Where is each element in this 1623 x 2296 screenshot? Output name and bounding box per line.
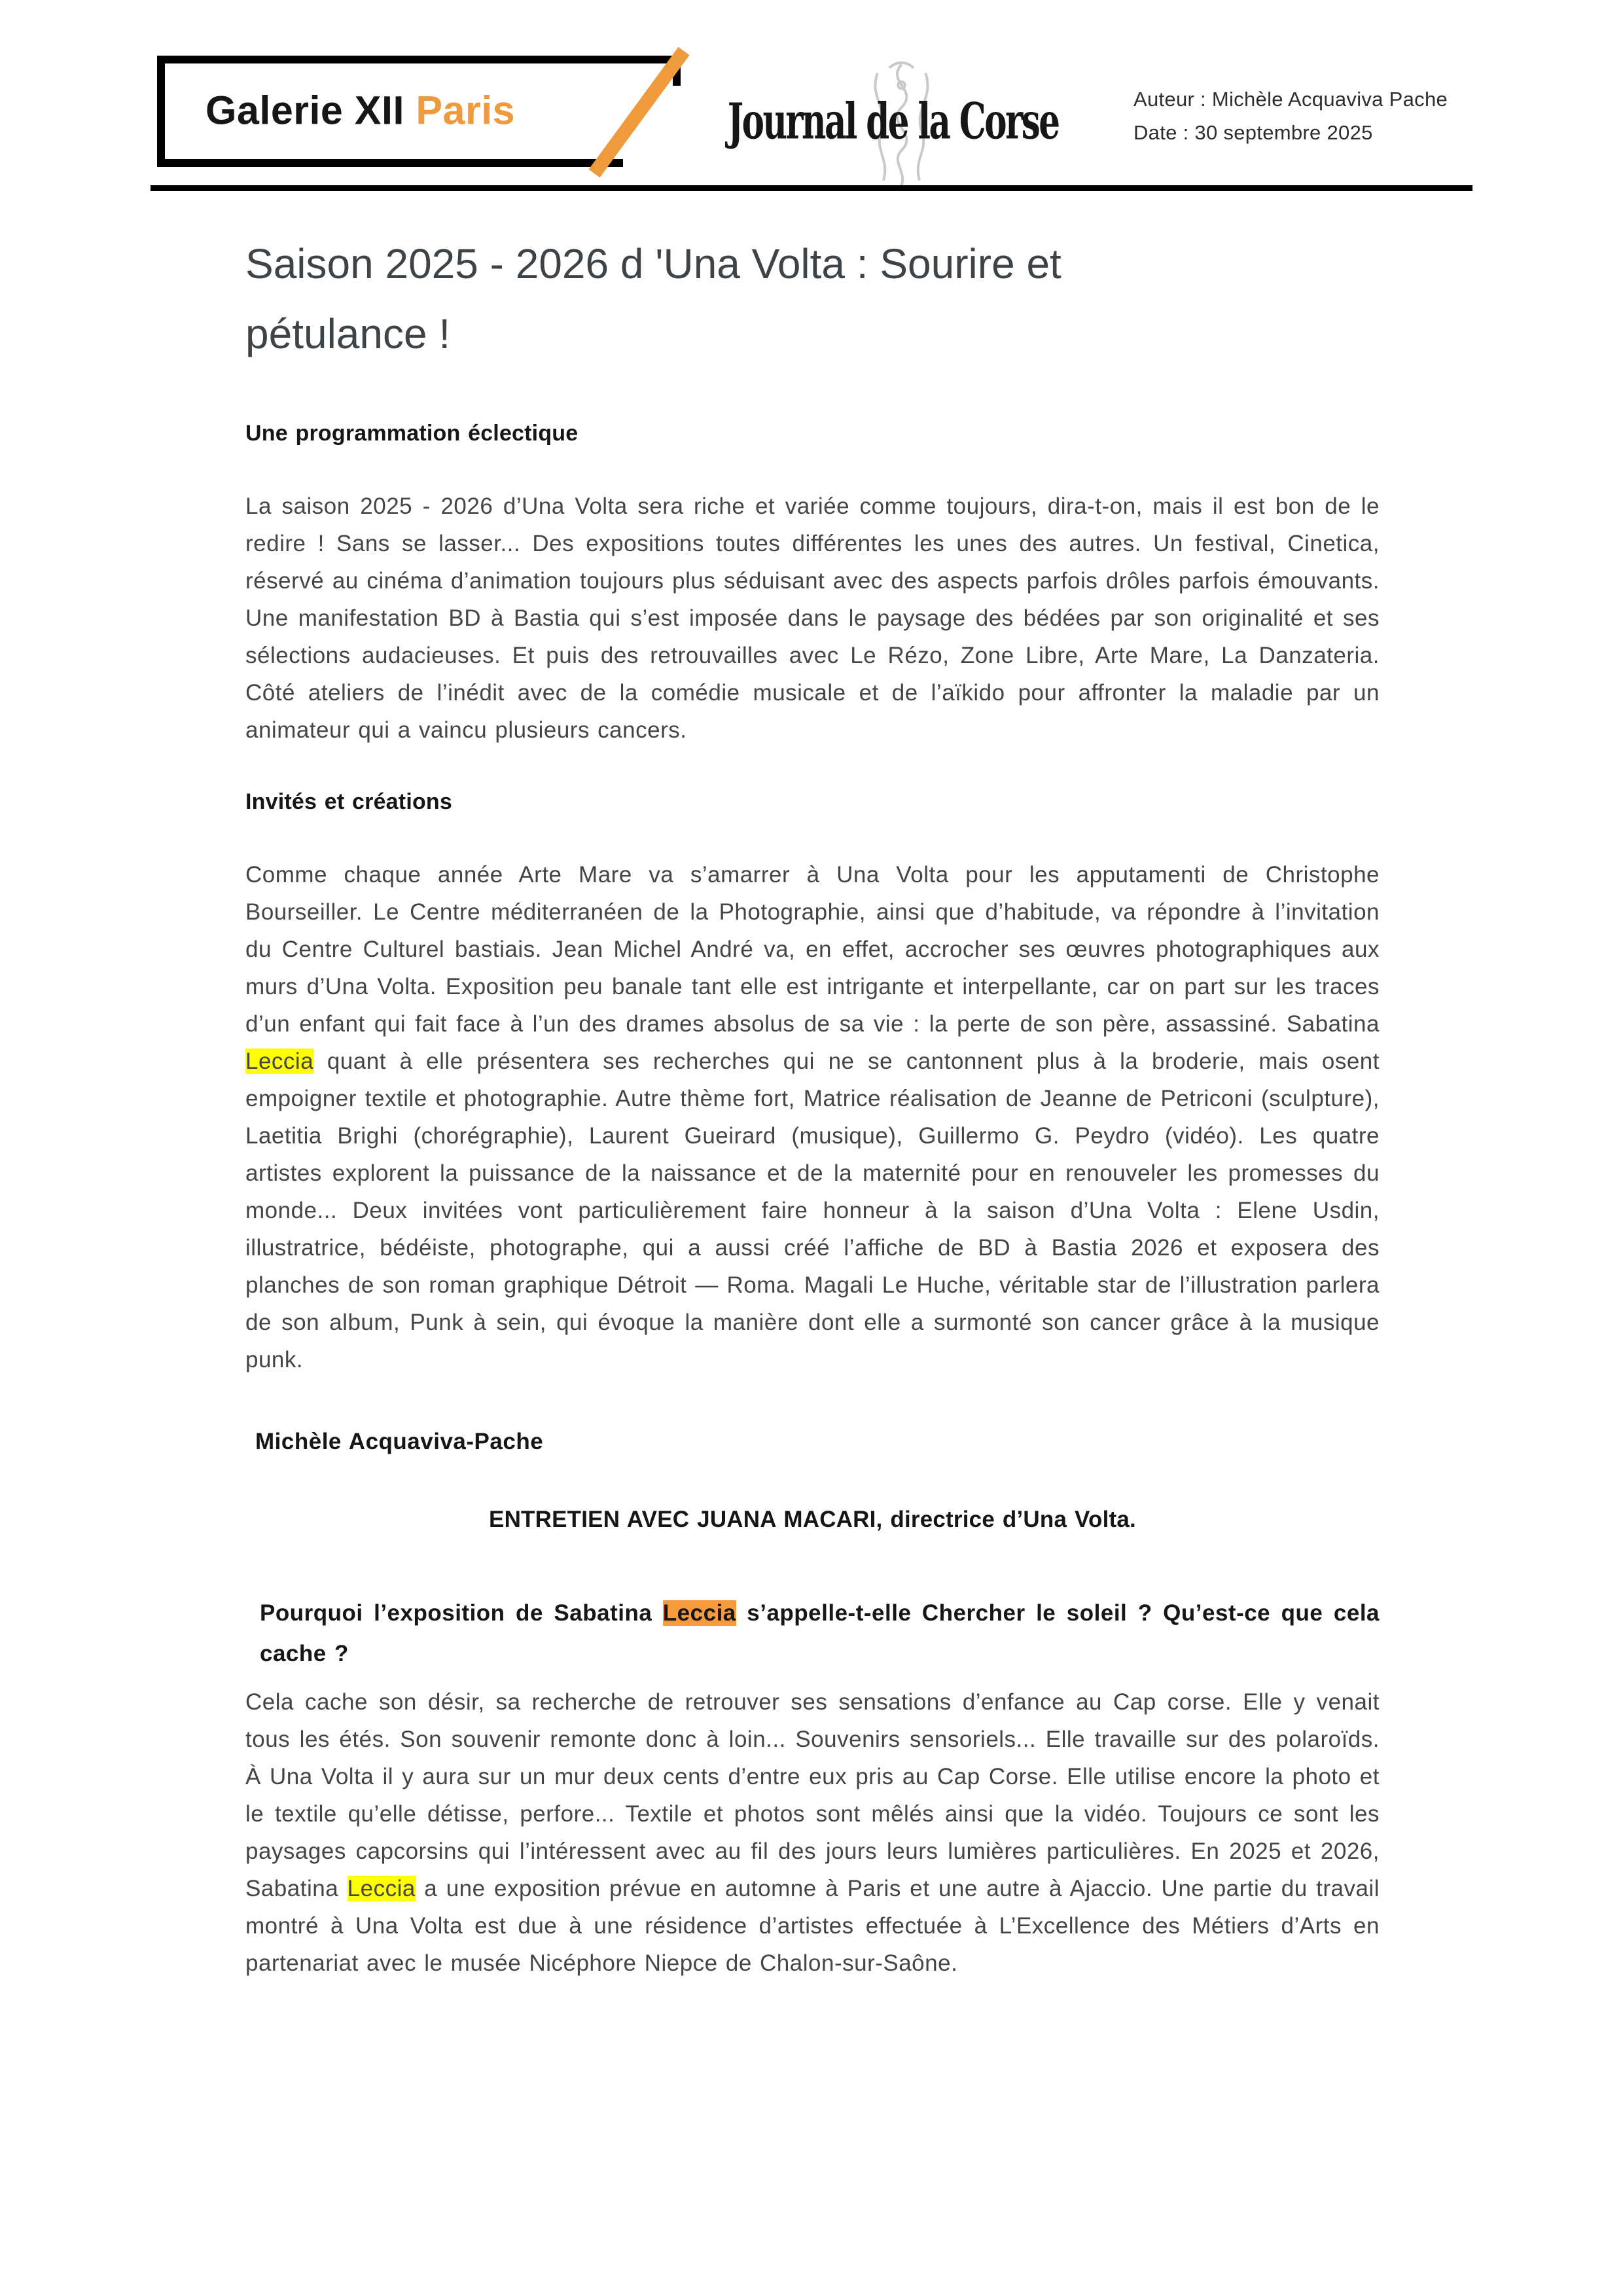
- interview-answer: Cela cache son désir, sa recherche de retrouver ses sensations d’enfance au Cap corse. Elle y venait tous les étés. Son souvenir remonte donc à loin... Souvenirs sensoriels... Elle travaille sur des polaroïds. À Una Volta il y aura sur un mur deux cents d’entre eux pris au Cap Corse. Elle utilise encore la photo et le textile qu’elle détisse, perfore... Textile et photos sont mêlés ainsi que la vidéo. Toujours ce sont les paysages capcorsins qui l’intéressent avec au fil des jours leurs lumières particulières. En 2025 et 2026, Sabatina Leccia a une exposition prévue en automne à Paris et une autre à Ajaccio. Une partie du travail montré à Una Volta est due à une résidence d’artistes effectuée à L’Excellence des Métiers d’Arts en partenariat avec le musée Nicéphore Niepce de Chalon-sur-Saône.: [245, 1689, 1380, 1976]
- paragraph-programmation: La saison 2025 - 2026 d’Una Volta sera riche et variée comme toujours, dira-t-on, mais il est bon de le redire ! Sans se lasser... Des expositions toutes différentes les unes des autres. Un festival, Cinetica, réservé au cinéma d’animation toujours plus séduisant avec des aspects parfois drôles parfois émouvants. Une manifestation BD à Bastia qui s’est imposée dans le paysage des bédées par son originalité et ses sélections audacieuses. Et puis des retrouvailles avec Le Rézo, Zone Libre, Arte Mare, La Danzateria. Côté ateliers de l’inédit avec de la comédie musicale et de l’aïkido pour affronter la maladie par un animateur qui a vaincu plusieurs cancers.: [245, 493, 1380, 743]
- journal-masthead: [723, 72, 1063, 170]
- header-divider: [151, 185, 1472, 191]
- logo-city: Paris: [416, 88, 516, 133]
- highlight-orange: Leccia: [662, 1600, 736, 1626]
- article-title-line2: pétulance !: [245, 310, 451, 357]
- logo-wordmark: [205, 88, 515, 134]
- author-signature: Michèle Acquaviva-Pache: [255, 1429, 544, 1454]
- masthead-title: Journal de la Corse: [728, 92, 1059, 151]
- clipping-meta: [1133, 82, 1448, 149]
- author-line: Auteur : Michèle Acquaviva Pache: [1133, 88, 1448, 111]
- highlight-yellow: Leccia: [245, 1049, 314, 1074]
- section-heading-invites: Invités et créations: [245, 789, 453, 814]
- article-title-line1: Saison 2025 - 2026 d 'Una Volta : Sourire et: [245, 240, 1061, 287]
- interview-heading: ENTRETIEN AVEC JUANA MACARI, directrice d’Una Volta.: [489, 1507, 1136, 1532]
- logo-name: Galerie XII: [205, 88, 416, 133]
- paragraph-invites: Comme chaque année Arte Mare va s’amarrer à Una Volta pour les apputamenti de Christophe Bourseiller. Le Centre méditerranéen de la Photographie, ainsi que d’habitude, va répondre à l’invitation du Centre Culturel bastiais. Jean Michel André va, en effet, accrocher ses œuvres photographiques aux murs d’Una Volta. Exposition peu banale tant elle est intrigante et interpellante, car on part sur les traces d’un enfant qui fait face à l’un des drames absolus de sa vie : la perte de son père, assassiné. Sabatina Leccia quant à elle présentera ses recherches qui ne se cantonnent plus à la broderie, mais osent empoigner textile et photographie. Autre thème fort, Matrice réalisation de Jeanne de Petriconi (sculpture), Laetitia Brighi (chorégraphie), Laurent Gueirard (musique), Guillermo G. Peydro (vidéo). Les quatre artistes explorent la puissance de la naissance et de la maternité pour en renouveler les promesses du monde... Deux invitées vont particulièrement faire honneur à la saison d’Una Volta : Elene Usdin, illustratrice, bédéiste, photographe, qui a aussi créé l’affiche de BD à Bastia 2026 et exposera des planches de son roman graphique Détroit — Roma. Magali Le Huche, véritable star de l’illustration parlera de son album, Punk à sein, qui évoque la manière dont elle a surmonté son cancer grâce à la musique punk.: [245, 862, 1380, 1372]
- section-heading-programmation: Une programmation éclectique: [245, 421, 579, 446]
- highlight-yellow: Leccia: [347, 1876, 416, 1901]
- date-line: Date : 30 septembre 2025: [1133, 121, 1373, 144]
- article: [245, 229, 1380, 1982]
- logo-slash-icon: [563, 39, 720, 190]
- interview-question: Pourquoi l’exposition de Sabatina Leccia s’appelle-t-elle Chercher le soleil ? Qu’est-ce que cela cache ?: [260, 1600, 1380, 1666]
- article-title: [245, 229, 1380, 369]
